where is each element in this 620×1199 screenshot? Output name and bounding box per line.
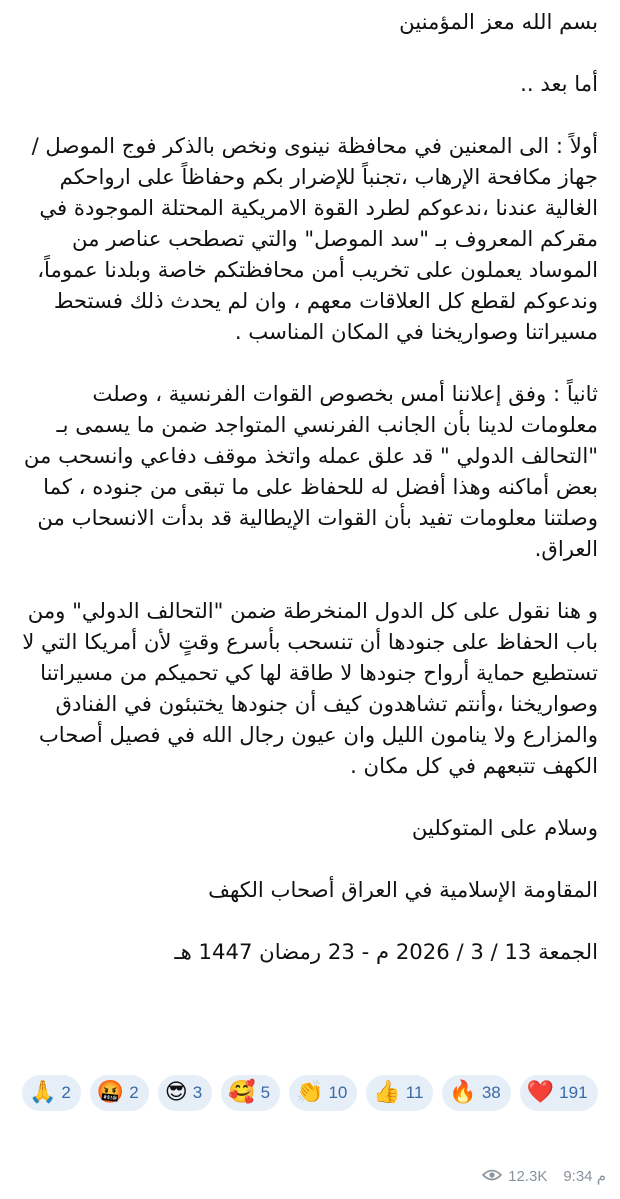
message-meta	[482, 1167, 606, 1185]
cursing-face-icon: 🤬	[96, 1080, 125, 1105]
paragraph-spacer	[22, 37, 598, 68]
reaction-chip[interactable]	[442, 1075, 510, 1111]
message-paragraph: الجمعة 13 / 3 / 2026 م - 23 رمضان 1447 هـ	[174, 939, 598, 964]
folded-hands-icon: 🙏	[29, 1080, 57, 1105]
sunglasses-face-icon: 😎	[164, 1080, 188, 1105]
clapping-hands-icon: 👏	[296, 1080, 324, 1105]
paragraph-spacer	[22, 99, 598, 130]
message-time: 9:34 م	[563, 1168, 606, 1185]
paragraph-spacer	[22, 905, 598, 936]
reaction-count: 2	[61, 1083, 71, 1102]
reaction-count: 191	[559, 1083, 588, 1102]
heart-icon: ❤️	[526, 1080, 555, 1105]
reaction-chip[interactable]	[366, 1075, 433, 1111]
reaction-count: 3	[192, 1083, 203, 1102]
reaction-chip[interactable]	[289, 1075, 357, 1111]
reaction-chip[interactable]	[221, 1075, 280, 1111]
fire-icon: 🔥	[449, 1080, 477, 1105]
reaction-count: 2	[129, 1083, 139, 1102]
reaction-count: 5	[260, 1083, 271, 1102]
message-text	[22, 6, 598, 967]
paragraph-spacer	[22, 347, 598, 378]
paragraph-spacer	[22, 564, 598, 595]
reaction-chip[interactable]	[158, 1075, 212, 1111]
views-count: 12.3K	[508, 1167, 548, 1185]
views-icon	[482, 1168, 502, 1185]
reaction-count: 11	[405, 1083, 424, 1102]
paragraph-spacer	[22, 781, 598, 812]
message-paragraph: و هنا نقول على كل الدول المنخرطة ضمن "التحالف الدولي" ومن باب الحفاظ على جنودها أن تنسحب بأسرع وقتٍ لأن أمريكا التي لا تستطيع حماية أرواح جنودها لا طاقة لها كي تحميكم من مسيراتنا وصواريخنا ،وأنتم تشاهدون كيف أن جنودها يختبئون في الفنادق والمزارع ولا ينامون الليل وان عيون رجال الله في فصيل أصحاب الكهف تتبعهم في كل مكان .	[22, 598, 598, 778]
message-paragraph: أولاً : الى المعنين في محافظة نينوى ونخص بالذكر فوج الموصل / جهاز مكافحة الإرهاب ،تجنباً للإضرار بكم وحفاظاً على ارواحكم الغالية عندنا ،ندعوكم لطرد القوة الامريكية المحتلة الموجودة في مقركم المعروف بـ "سد الموصل" والتي تصطحب عناصر من الموساد يعملون على تخريب أمن محافظتكم خاصة وبلدنا عموماً، وندعوكم لقطع كل العلاقات معهم ، وان لم يحدث ذلك فستحط مسيراتنا وصواريخنا في المكان المناسب .	[31, 133, 598, 344]
thumbs-up-icon: 👍	[373, 1080, 401, 1105]
message-paragraph: وسلام على المتوكلين	[411, 815, 598, 840]
paragraph-spacer	[22, 843, 598, 874]
smiling-face-with-hearts-icon: 🥰	[228, 1080, 256, 1105]
reaction-chip[interactable]	[520, 1075, 598, 1111]
reaction-chip[interactable]	[22, 1075, 81, 1111]
message-paragraph: أما بعد ..	[520, 71, 598, 96]
reaction-chip[interactable]	[90, 1075, 149, 1111]
message-paragraph: ثانياً : وفق إعلاننا أمس بخصوص القوات الفرنسية ، وصلت معلومات لدينا بأن الجانب الفرنسي المتواجد ضمن ما يسمى بـ "التحالف الدولي " قد علق عمله واتخذ موقف دفاعي وانسحب من بعض أماكنه وهذا أفضل له للحفاظ على ما تبقى من جنوده ، كما وصلتنا معلومات تفيد بأن القوات الإيطالية قد بدأت الانسحاب من العراق.	[23, 381, 598, 561]
reactions-bar	[22, 1075, 598, 1111]
message-paragraph: المقاومة الإسلامية في العراق أصحاب الكهف	[208, 877, 598, 902]
reaction-count: 38	[481, 1083, 501, 1102]
reaction-count: 10	[328, 1083, 348, 1102]
message-paragraph: بسم الله معز المؤمنين	[399, 9, 598, 34]
